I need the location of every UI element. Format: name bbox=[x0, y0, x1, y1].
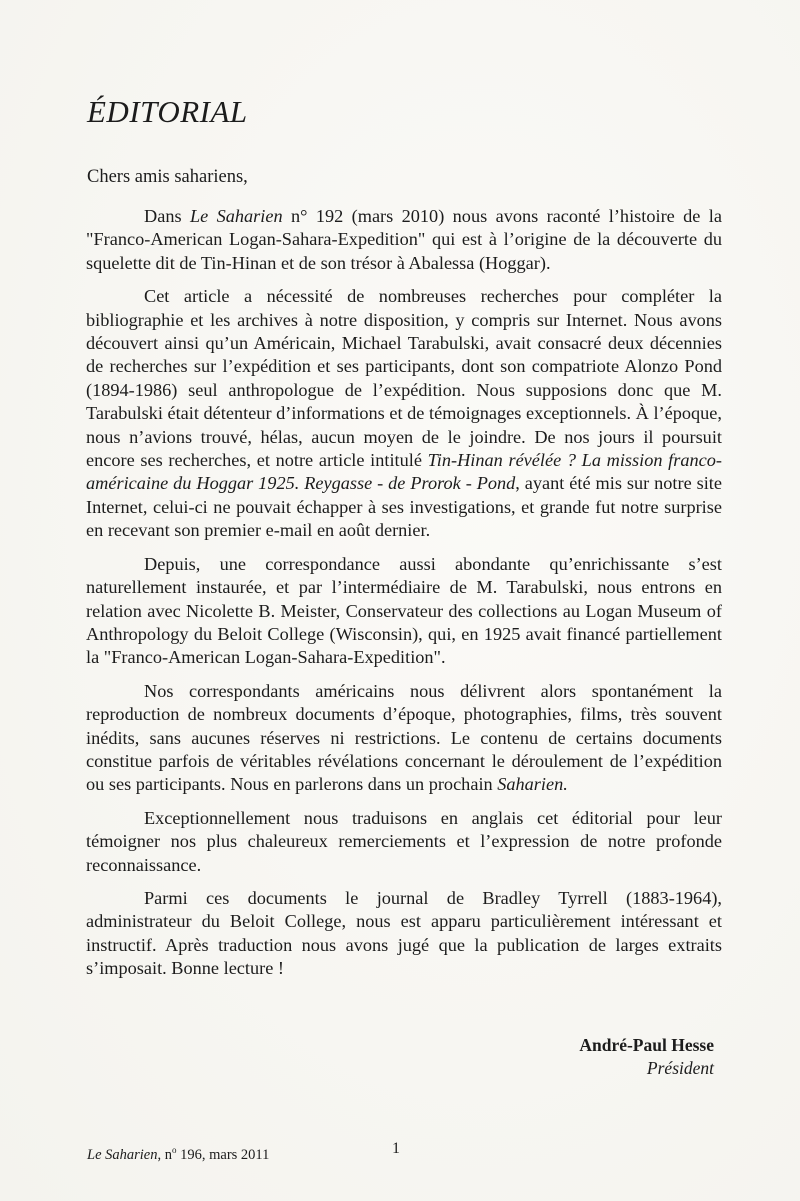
text-run: Exceptionnellement nous traduisons en anglais cet éditorial pour leur témoigner nos plus chaleureux remerciements et l’expression de notre profonde reconnaissance. bbox=[86, 807, 722, 875]
text-run: Cet article a nécessité de nombreuses recherches pour compléter la bibliographie et les archives à notre disposition, y compris sur Internet. Nous avons découvert ainsi qu’un Américain, Michael Tarabulski, avait consacré deux décennies de recherches sur l’expédition et ses participants, dont son compatriote Alonzo Pond (1894-1986) seul anthropologue de l’expédition. Nous supposions donc que M. Tarabulski était détenteur d’informations et de témoignages exceptionnels. À l’époque, nous n’avions trouvé, hélas, aucun moyen de le joindre. De nos jours il poursuit encore ses recherches, et notre article intitulé bbox=[86, 286, 722, 471]
paragraph bbox=[86, 553, 722, 670]
page-number: 1 bbox=[392, 1140, 400, 1157]
salutation: Chers amis sahariens, bbox=[87, 167, 248, 187]
signer-name: André-Paul Hesse bbox=[579, 1035, 714, 1055]
footer-issue-prefix: , n bbox=[157, 1146, 172, 1163]
text-run: Dans bbox=[144, 206, 190, 226]
italic-text-run: Tin-Hinan révélée ? La mission franco-américaine du Hoggar 1925. Reygasse - de Prorok - Pond bbox=[86, 450, 723, 494]
text-run: n° 192 (mars 2010) nous avons raconté l’histoire de la "Franco-American Logan-Sahara-Expedition" qui est à l’origine de la découverte du squelette dit de Tin-Hinan et de son trésor à Abalessa (Hoggar). bbox=[86, 206, 722, 273]
paragraph bbox=[86, 807, 722, 877]
text-run: Parmi ces documents le journal de Bradley Tyrrell (1883-1964), administrateur du Beloit College, nous est apparu particulièrement intéressant et instructif. Après traduction nous avons jugé que la publication de larges extraits s’imposait. Bonne lecture ! bbox=[86, 887, 722, 979]
italic-text-run: Saharien. bbox=[497, 774, 568, 795]
page-title: ÉDITORIAL bbox=[87, 94, 248, 129]
signer-role: Président bbox=[646, 1058, 714, 1078]
footer-journal-name: Le Saharien bbox=[87, 1146, 158, 1163]
paragraph bbox=[86, 285, 722, 542]
paragraph bbox=[86, 205, 722, 275]
footer-issue-sup: o bbox=[171, 1145, 177, 1155]
editorial-body bbox=[86, 205, 722, 991]
signature-block bbox=[579, 1034, 714, 1080]
text-run: Nos correspondants américains nous délivrent alors spontanément la reproduction de nombreux documents d’époque, photographies, films, très souvent inédits, sans aucunes réserves ni restrictions. Le contenu de certains documents constitue parfois de véritables révélations concernant le déroulement de l’expédition ou ses participants. Nous en parlerons dans un prochain bbox=[86, 680, 722, 795]
paragraph bbox=[86, 680, 722, 797]
text-run: , ayant été mis sur notre site Internet, celui-ci ne pouvait échapper à ses investigations, et grande fut notre surprise en recevant son premier e-mail en août dernier. bbox=[86, 473, 722, 541]
italic-text-run: Le Saharien bbox=[189, 206, 283, 226]
footer-issue-rest: 196, mars 2011 bbox=[176, 1146, 270, 1163]
footer-journal-reference bbox=[87, 1140, 269, 1165]
paragraph bbox=[86, 887, 722, 981]
text-run: Depuis, une correspondance aussi abondante qu’enrichissante s’est naturellement instaurée, et par l’intermédiaire de M. Tarabulski, nous entrons en relation avec Nicolette B. Meister, Conservateur des collections au Logan Museum of Anthropology du Beloit College (Wisconsin), qui, en 1925 avait financé partiellement la "Franco-American Logan-Sahara-Expedition". bbox=[86, 553, 722, 668]
